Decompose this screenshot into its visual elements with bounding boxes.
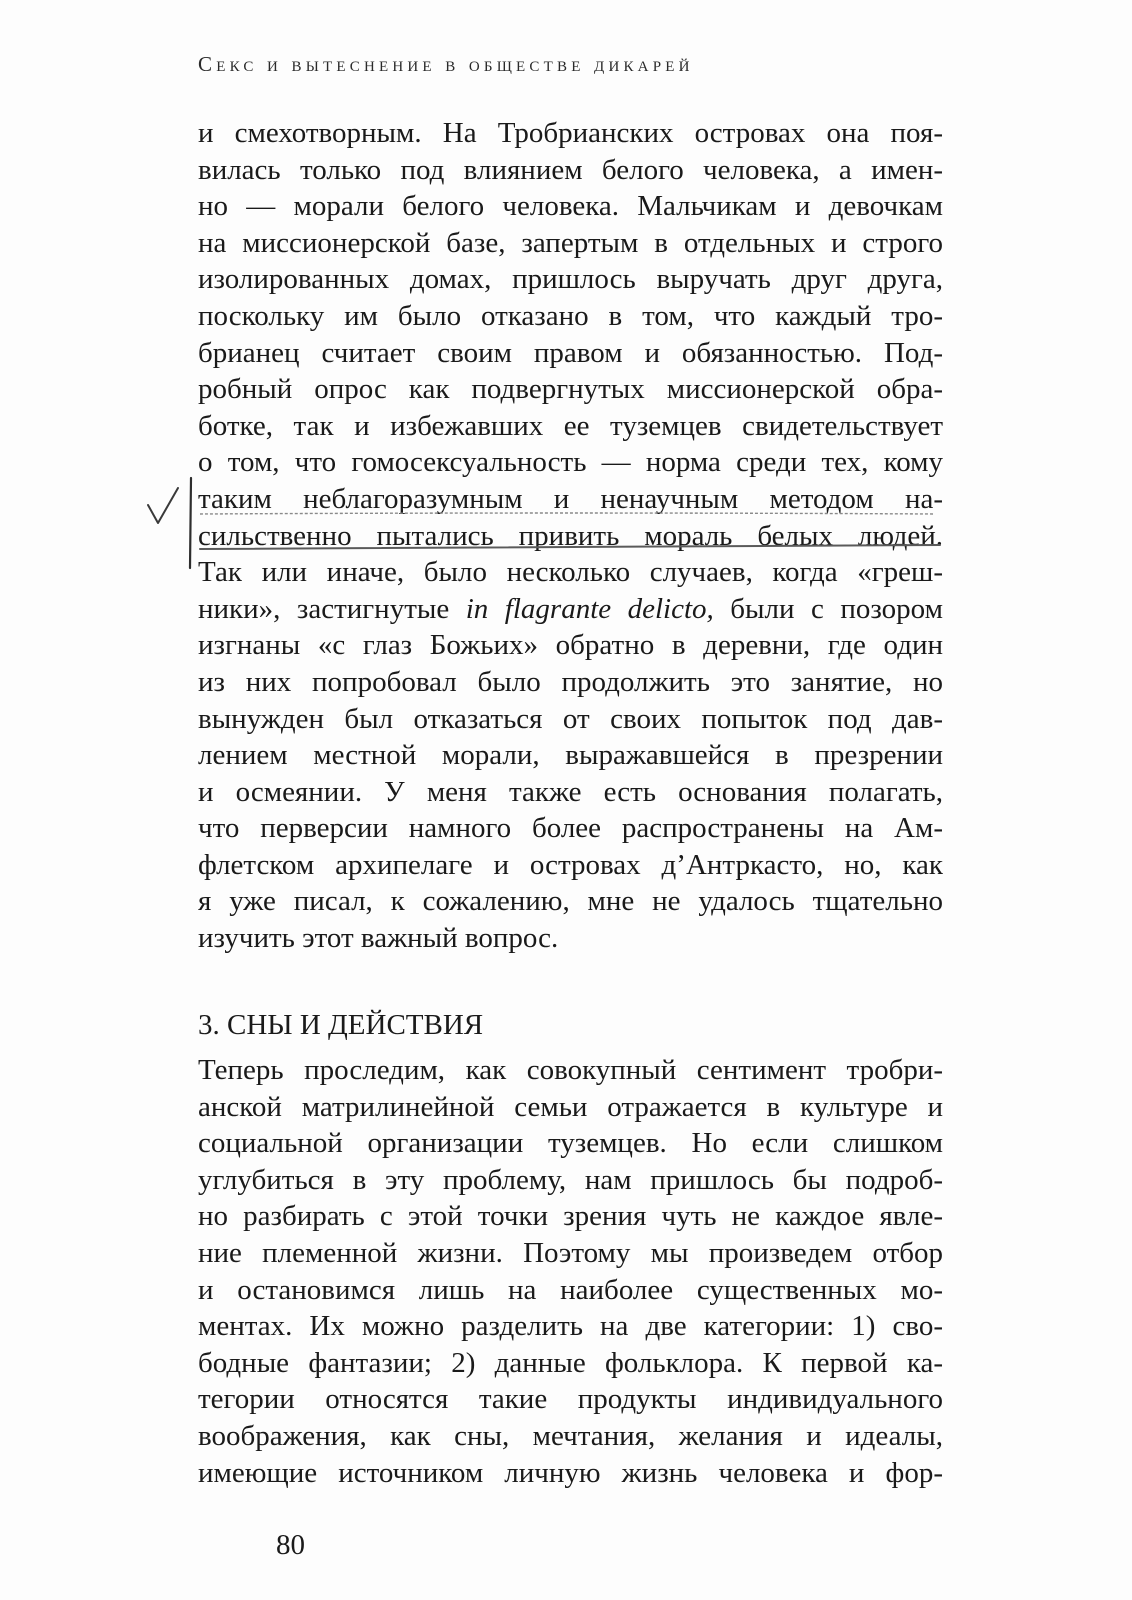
- text-line: на миссионерской базе, запертым в отдельных и строго: [198, 226, 943, 259]
- text-line: вынужден был отказаться от своих попыток под дав-: [198, 702, 943, 735]
- text-line: анской матрилинейной семьи отражается в культуре и: [198, 1090, 943, 1123]
- text-line: Так или иначе, было несколько случаев, когда «греш-: [198, 556, 943, 589]
- margin-bracket: [190, 478, 191, 568]
- text-line: брианец считает своим правом и обязанностью. Под-: [198, 336, 943, 369]
- text-line: из них попробовал было продолжить это занятие, но: [198, 665, 943, 698]
- text-line: изгнаны «с глаз Божьих» обратно в деревни, где один: [198, 629, 943, 662]
- text-line: поскольку им было отказано в том, что каждый тро-: [198, 299, 943, 332]
- text-line: ботке, так и избежавших ее туземцев свидетельствует: [198, 409, 943, 442]
- text-line: воображения, как сны, мечтания, желания и идеалы,: [198, 1419, 943, 1452]
- text-line: тегории относятся такие продукты индивидуального: [198, 1383, 943, 1416]
- text-line: о том, что гомосексуальность — норма среди тех, кому: [198, 446, 943, 479]
- text-line: но разбирать с этой точки зрения чуть не каждое явле-: [198, 1200, 943, 1233]
- text-line: но — морали белого человека. Мальчикам и девочкам: [198, 190, 943, 223]
- text-line-italic-phrase: [198, 591, 943, 628]
- text-line: имеющие источником личную жизнь человека и фор-: [198, 1456, 943, 1489]
- text-line: ментах. Их можно разделить на две категории: 1) сво-: [198, 1310, 943, 1343]
- running-head: Секс и вытеснение в обществе дикарей: [198, 52, 694, 76]
- text-segment: ники», застигнутые: [198, 592, 450, 625]
- text-line: флетском архипелаге и островах д’Антркасто, но, как: [198, 848, 943, 881]
- text-line: Теперь проследим, как совокупный сентимент тробри-: [198, 1054, 943, 1086]
- page-number: 80: [276, 1529, 305, 1561]
- text-line: ние племенной жизни. Поэтому мы произведем отбор: [198, 1236, 943, 1269]
- paragraph-1: [198, 115, 943, 957]
- text-line: бодные фантазии; 2) данные фольклора. К первой ка-: [198, 1346, 943, 1379]
- text-line: что перверсии намного более распространены на Ам-: [198, 812, 943, 845]
- text-line: социальной организации туземцев. Но если слишком: [198, 1127, 943, 1160]
- text-line: изолированных домах, пришлось выручать друг друга,: [198, 263, 943, 296]
- text-line: вилась только под влиянием белого человека, а имен-: [198, 153, 943, 186]
- paragraph-2: [198, 1052, 943, 1491]
- check-mark-icon: [148, 488, 178, 523]
- text-line: и остановимся лишь на наиболее существенных мо-: [198, 1273, 943, 1306]
- text-line: робный опрос как подвергнутых миссионерской обра-: [198, 373, 943, 406]
- text-line: лением местной морали, выражавшейся в презрении: [198, 739, 943, 772]
- text-line: таким неблагоразумным и ненаучным методом на-: [198, 482, 943, 515]
- text-line: я уже писал, к сожалению, мне не удалось тщательно: [198, 885, 943, 918]
- text-line: изучить этот важный вопрос.: [198, 922, 559, 955]
- text-line: сильственно пытались привить мораль белых людей.: [198, 519, 943, 552]
- text-segment: были с позором: [730, 592, 943, 625]
- text-line: и осмеянии. У меня также есть основания полагать,: [198, 775, 943, 808]
- section-heading: 3. СНЫ И ДЕЙСТВИЯ: [198, 1009, 484, 1041]
- latin-phrase: in flagrante delicto,: [465, 592, 714, 625]
- text-line: и смехотворным. На Тробрианских островах она поя-: [198, 117, 943, 149]
- text-line: углубиться в эту проблему, нам пришлось бы подроб-: [198, 1163, 943, 1196]
